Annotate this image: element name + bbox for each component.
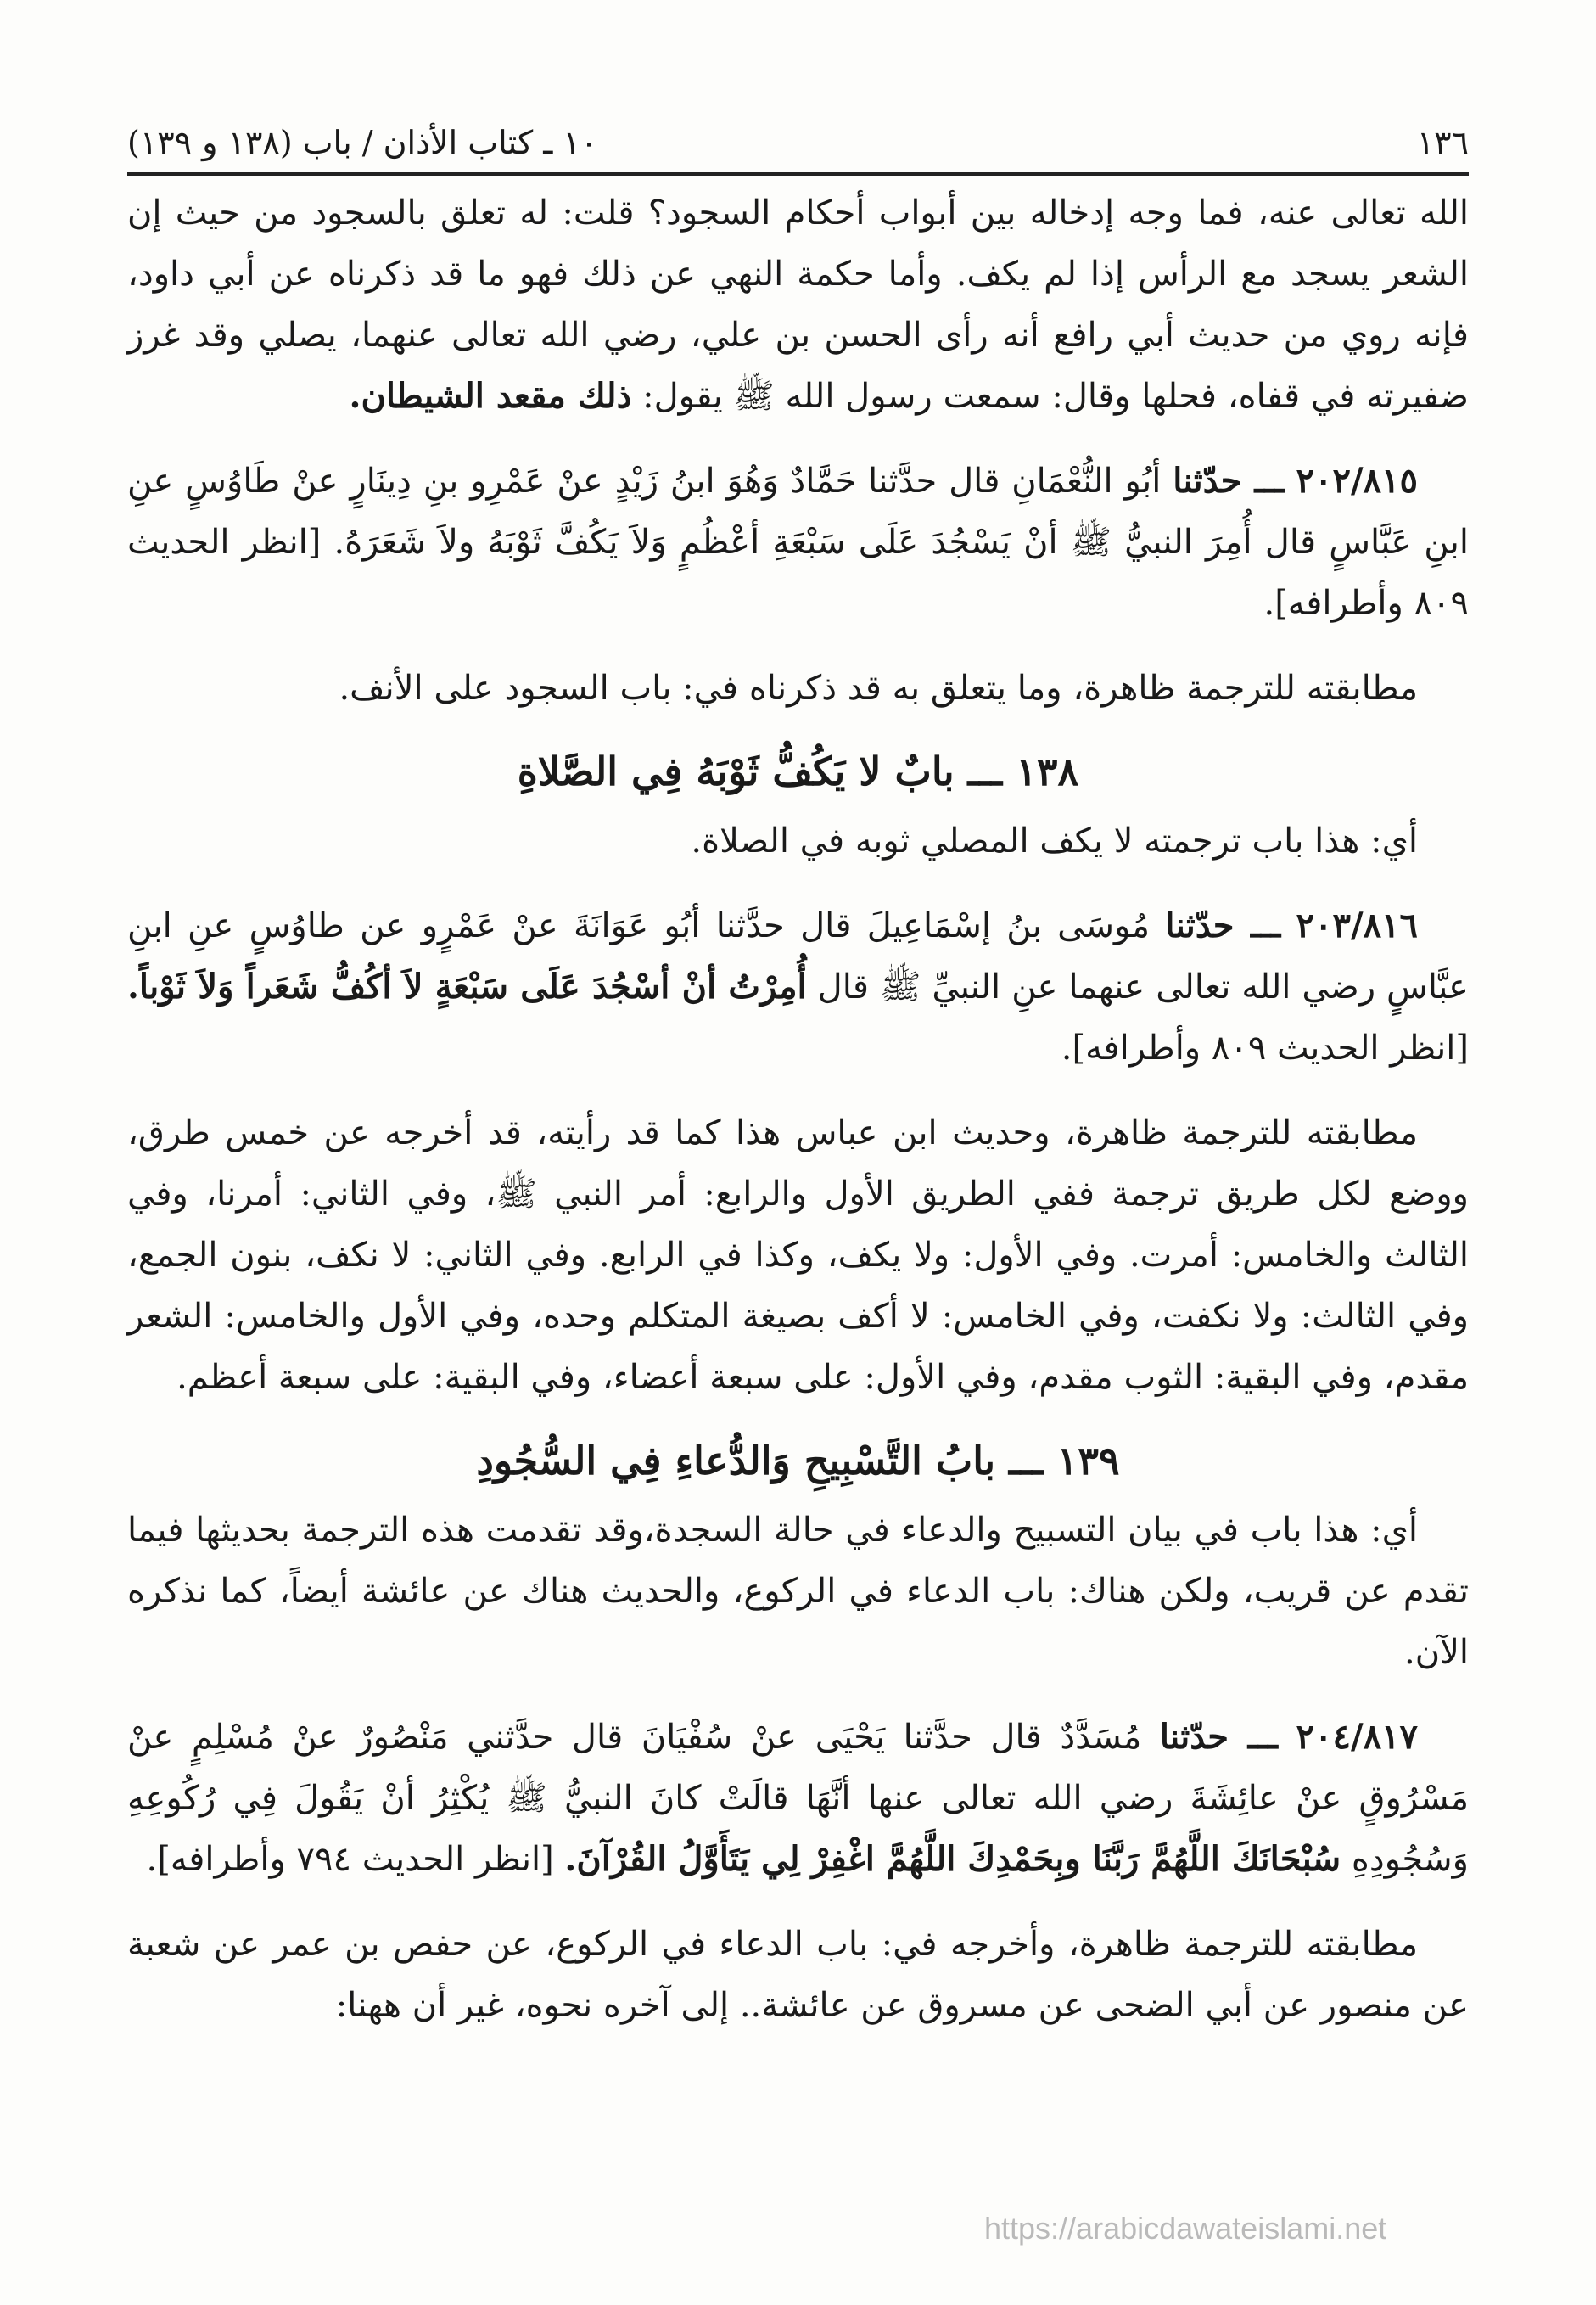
prophetic-quote: سُبْحَانَكَ اللَّهُمَّ رَبَّنَا وبِحَمْدِكَ اللَّهُمَّ اغْفِرْ لِي يَتَأَوَّلُ القُرْآنَ. (564, 1839, 1341, 1879)
hadith-number: ٢٠٤/٨١٧ (1296, 1717, 1419, 1757)
page-number: ١٣٦ (1416, 124, 1469, 161)
header-rule (127, 172, 1469, 176)
page-body (127, 182, 1469, 2036)
hadith-text: أبُو النُّعْمَانِ قال حدَّثنا حَمَّادٌ وَهُوَ ابنُ زَيْدٍ عنْ عَمْرِو بنِ دِينَارٍ عنْ طَاوُسٍ عنِ ابنِ عَبَّاسٍ قال أُمِرَ النبيُّ ﷺ أنْ يَسْجُدَ عَلَى سَبْعَةِ أعْظُمٍ وَلاَ يَكُفَّ ثَوْبَهُ ولاَ شَعَرَهُ. [انظر الحديث ٨٠٩ وأطرافه]. (127, 462, 1469, 623)
hadith-203 (127, 895, 1469, 1079)
page-header (127, 100, 1469, 161)
commentary-text: الله تعالى عنه، فما وجه إدخاله بين أبواب أحكام السجود؟ قلت: له تعلق بالسجود من حيث إن الشعر يسجد مع الرأس إذا لم يكف. وأما حكمة النهي عن ذلك فهو ما قد ذكرناه عن أبي داود، فإنه روي من حديث أبي رافع أنه رأى الحسن بن علي، رضي الله تعالى عنهما، يصلي وقد غرز ضفيرته في قفاه، فحلها وقال: سمعت رسول الله ﷺ يقول: (127, 193, 1470, 416)
haddathana-label: ـــ حدّثنا (1165, 906, 1281, 945)
commentary-paragraph: مطابقته للترجمة ظاهرة، وأخرجه في: باب الدعاء في الركوع، عن حفص بن عمر عن شعبة عن منصور عن أبي الضحى عن مسروق عن عائشة.. إلى آخره نحوه، غير أن ههنا: (127, 1925, 1469, 2025)
hadith-number: ٢٠٣/٨١٦ (1296, 906, 1419, 945)
commentary-paragraph: مطابقته للترجمة ظاهرة، وحديث ابن عباس هذا كما قد رأيته، قد أخرجه عن خمس طرق، ووضع لكل طريق ترجمة ففي الطريق الأول والرابع: أمر النبي ﷺ، وفي الثاني: أمرنا، وفي الثالث والخامس: أمرت. وفي الأول: ولا يكف، وكذا في الرابع. وفي الثاني: لا نكف، بنون الجمع، وفي الثالث: ولا نكفت، وفي الخامس: لا أكف بصيغة المتكلم وحده، وفي الأول والخامس: الشعر مقدم، وفي البقية: الثوب مقدم، وفي الأول: على سبعة أعضاء، وفي البقية: على سبعة أعظم. (127, 1113, 1469, 1397)
haddathana-label: ـــ حدّثنا (1173, 461, 1285, 501)
chapter-heading-138: ١٣٨ ـــ بابٌ لا يَكُفُّ ثَوْبَهُ فِي الصَّلاةِ (517, 749, 1079, 794)
prophetic-quote: ذلك مقعد الشيطان. (349, 376, 632, 416)
prophetic-quote: أُمِرْتُ أنْ أسْجُدَ عَلَى سَبْعَةٍ لاَ أكُفُّ شَعَراً وَلاَ ثَوْباً. (127, 967, 807, 1007)
hadith-text: مُوسَى بنُ إسْمَاعِيلَ قال حدَّثنا أبُو عَوَانَةَ عنْ عَمْرٍو عن طاوُسٍ عنِ ابنِ عبَّاسٍ رضي الله تعالى عنهما عنِ النبيِّ ﷺ قال (127, 906, 1470, 1007)
running-title: ١٠ ـ كتاب الأذان / باب (١٣٨ و ١٣٩) (127, 124, 598, 161)
commentary-paragraph: مطابقته للترجمة ظاهرة، وما يتعلق به قد ذكرناه في: باب السجود على الأنف. (339, 669, 1418, 708)
hadith-202 (127, 451, 1469, 634)
commentary-paragraph (127, 182, 1469, 427)
hadith-number: ٢٠٢/٨١٥ (1296, 461, 1418, 501)
commentary-paragraph: أي: هذا باب في بيان التسبيح والدعاء في حالة السجدة،وقد تقدمت هذه الترجمة بحديثها فيما تقدم عن قريب، ولكن هناك: باب الدعاء في الركوع، والحديث هناك عن عائشة أيضاً، كما نذكره الآن. (127, 1511, 1469, 1672)
haddathana-label: ـــ حدّثنا (1159, 1717, 1278, 1757)
hadith-204 (127, 1707, 1469, 1890)
hadith-text: مُسَدَّدٌ قال حدَّثنا يَحْيَى عنْ سُفْيَانَ قال حدَّثني مَنْصُورٌ عنْ مُسْلِمٍ عنْ مَسْرُوقٍ عنْ عائِشَةَ رضي الله تعالى عنها أنَّهَا قالَتْ كانَ النبيُّ ﷺ يُكْثِرُ أنْ يَقُولَ فِي رُكُوعِهِ وَسُجُودِهِ (127, 1718, 1469, 1879)
chapter-heading-139: ١٣٩ ـــ بابُ التَّسْبِيحِ وَالدُّعاءِ فِي السُّجُودِ (476, 1438, 1120, 1483)
watermark-url: https://arabicdawateislami.net (984, 2211, 1387, 2246)
commentary-paragraph: أي: هذا باب ترجمته لا يكف المصلي ثوبه في الصلاة. (691, 822, 1418, 861)
cross-reference: [انظر الحديث ٨٠٩ وأطرافه]. (1061, 1029, 1469, 1068)
cross-reference: [انظر الحديث ٧٩٤ وأطرافه]. (146, 1840, 554, 1879)
